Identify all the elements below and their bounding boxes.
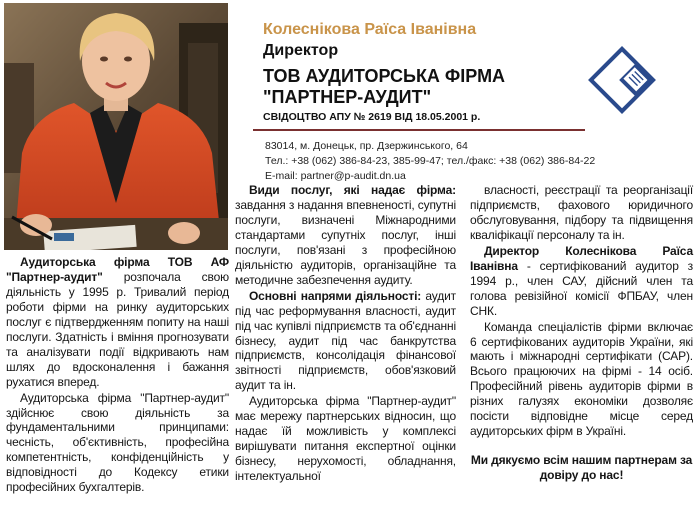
paragraph-text: аудит під час реформування власності, аудит під час купівлі підприємств та об'єднанні бізнесу, аудит під час банкрутства підприємств, консолідація фінансової звітності підприємств, обов'язковий аудит та ін. <box>235 288 456 393</box>
paragraph-text: - сертифікований аудитор з 1994 р., член САУ, дійсний член та голова ревізійної комісії ФПБАУ, член СНК. <box>470 258 693 318</box>
company-name <box>263 66 583 108</box>
thanks-message: Ми дякуємо всім нашим партнерам за довіру до нас! <box>470 453 693 483</box>
paragraph: Аудиторська фірма "Партнер-аудит" здійснює свою діяльність за фундаментальними принципами: чесність, об'єктивність, професійна компетентність, конфіденційність у відповідності до Кодексу етики професійних бухгалтерів. <box>6 390 229 495</box>
paragraph <box>470 244 693 319</box>
header-divider <box>253 129 585 131</box>
paragraph <box>6 255 229 390</box>
email-text: E-mail: partner@p-audit.dn.ua <box>265 170 406 182</box>
paragraph-lead: Директор Колеснікова Раїса Іванівна <box>470 243 693 273</box>
paragraph: власності, реєстрації та реорганізації підприємств, фахового юридичного обслуговування, підбору та підвищення кваліфікації персоналу та ін. <box>470 183 693 242</box>
address-text: 83014, м. Донецьк, пр. Дзержинського, 64 <box>265 140 468 152</box>
director-name: Колеснікова Раїса Іванівна <box>263 21 477 38</box>
paragraph: Команда спеціалістів фірми включає 6 сертифікованих аудиторів України, які мають і міжнародні сертифікати (САР). Всього працюючих на фірмі - 14 осіб. Професійний рівень аудиторів фірми в різних галузях економіки дозволяє посісти відповідне місце серед аудиторських фірм в Україні. <box>470 319 693 439</box>
director-photo <box>4 3 228 250</box>
text-column-3 <box>470 183 693 483</box>
text-column-1 <box>6 255 229 495</box>
company-name-line2: "ПАРТНЕР-АУДИТ" <box>263 87 432 107</box>
portrait-illustration <box>4 3 228 250</box>
paragraph-lead: Аудиторська фірма ТОВ АФ "Партнер-аудит" <box>6 255 229 284</box>
certificate-text: СВІДОЦТВО АПУ № 2619 ВІД 18.05.2001 р. <box>263 111 481 123</box>
paragraph: Аудиторська фірма "Партнер-аудит" має мережу партнерських відносин, що надає їй можливість у комплексі вирішувати питання експертної оцінки бізнесу, нерухомості, обладнання, інтелектуальної <box>235 394 456 484</box>
paragraph <box>235 183 456 288</box>
paragraph <box>235 289 456 394</box>
paragraph-lead: Основні напрями діяльності: <box>249 288 422 303</box>
company-name-line1: ТОВ АУДИТОРСЬКА ФІРМА <box>263 66 506 86</box>
company-logo-icon <box>584 46 660 114</box>
phone-text: Тел.: +38 (062) 386-84-23, 385-99-47; тел./факс: +38 (062) 386-84-22 <box>265 155 596 167</box>
director-position: Директор <box>263 42 339 59</box>
text-column-2 <box>235 183 456 484</box>
paragraph-text: завдання з надання впевненості, супутні послуги, визначені Міжнародними стандартами супутніх послуг, інші послуги, пов'язані з професійною діяльністю аудиторів, організаційне та методичне забезпечення аудиту. <box>235 197 456 287</box>
contact-info <box>265 139 685 184</box>
paragraph-lead: Види послуг, які надає фірма: <box>249 183 456 197</box>
paragraph-text: розпочала свою діяльність у 1995 р. Тривалий період роботи фірми на ринку аудиторських послуг є підтвердженням попиту на наші послуги. Здатність і вміння прогнозувати та аналізувати події відкривають нам шлях до вдосконалення і бажання рухатися вперед. <box>6 269 229 389</box>
